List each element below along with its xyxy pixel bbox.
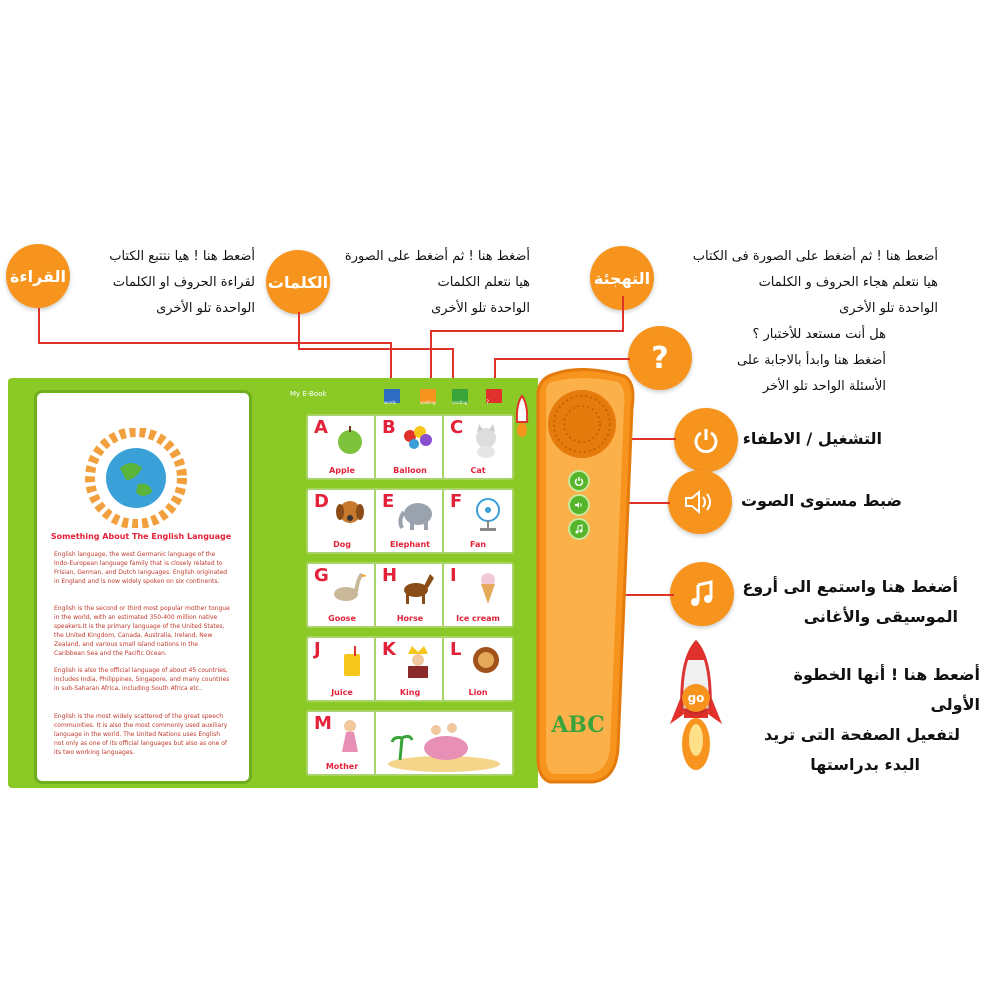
about-paragraph: English is the most widely scattered of the great speech communities. It is also the most commonly used auxiliary language in the world. The United Nations uses English not only as one of its official languages but also as one of its two working languages. xyxy=(54,713,228,756)
king-icon xyxy=(396,644,436,680)
words-description xyxy=(320,244,530,322)
juice-icon xyxy=(328,644,368,680)
music-icon xyxy=(670,562,734,626)
words-desc-line: الواحدة تلو الأخرى xyxy=(431,301,530,316)
music-label-line: أضغط هنا واستمع الى أروع xyxy=(742,577,958,596)
spelling-label: التهجئة xyxy=(590,246,654,310)
fan-icon xyxy=(464,496,504,532)
about-paragraph: English language, the west Germanic language of the Indo-European language family that is closely related to Frisian, German, and Dutch languages. English originated in England and is now widely spoken on six continents. xyxy=(54,551,228,585)
music-button[interactable] xyxy=(568,518,590,540)
about-paragraph: English is the second or third most popular mother tongue in the world, with an estimated 350-400 million native speakers.It is the primary language of the United States, the United Kingdom, Canada, Australia, Ireland, New Zealand, and various small island nations in the Caribbean Sea and the Pacific Ocean. xyxy=(54,605,230,657)
tab-spelling[interactable] xyxy=(420,389,436,403)
card-letter: H xyxy=(382,565,398,586)
quiz-desc-line: أضغط هنا وابدأ بالاجابة على xyxy=(737,353,886,368)
card-king[interactable] xyxy=(374,636,446,702)
quiz-description xyxy=(700,322,886,400)
music-button-icon xyxy=(574,524,584,534)
card-cat[interactable] xyxy=(442,414,514,480)
volume-button-icon xyxy=(574,500,584,510)
words-desc-line: أضغط هنا ! ثم أضغط على الصورة xyxy=(344,249,530,264)
card-letter: K xyxy=(382,639,396,660)
tab-quiz[interactable] xyxy=(486,389,502,406)
card-letter: E xyxy=(382,491,395,512)
card-letter: B xyxy=(382,417,396,438)
tab-words-label: words xyxy=(384,400,396,405)
card-letter: I xyxy=(450,565,457,586)
card-horse[interactable] xyxy=(374,562,446,628)
card-juice[interactable] xyxy=(306,636,378,702)
card-word: Dog xyxy=(333,540,351,549)
volume-icon xyxy=(668,470,732,534)
tab-quiz-label: ? xyxy=(486,399,490,406)
card-balloon[interactable] xyxy=(374,414,446,480)
abc-logo: ABC xyxy=(551,712,605,738)
lion-icon xyxy=(464,644,504,680)
reading-desc-line: لقراءة الحروف او الكلمات xyxy=(112,275,255,290)
spelling-desc-line: الواحدة تلو الأخرى xyxy=(839,301,938,316)
elephant-scene-image xyxy=(386,716,502,772)
card-word: Lion xyxy=(468,688,488,697)
card-word: Balloon xyxy=(393,466,427,475)
music-label-line: الموسيقى والأغانى xyxy=(803,607,958,626)
card-word: Ice cream xyxy=(456,614,500,623)
card-apple[interactable] xyxy=(306,414,378,480)
card-letter: C xyxy=(450,417,464,438)
power-icon xyxy=(674,408,738,472)
elephant-icon xyxy=(396,496,436,532)
card-letter: J xyxy=(314,639,321,660)
words-label: الكلمات xyxy=(266,250,330,314)
power-button[interactable] xyxy=(568,470,590,492)
power-button-icon xyxy=(574,476,584,486)
tab-spelling-label: spelling xyxy=(420,400,436,405)
power-label: التشغيل / الاطفاء xyxy=(742,429,882,448)
quiz-desc-line: الأسئلة الواحد تلو الأخر xyxy=(762,379,886,394)
mother-icon xyxy=(328,718,368,754)
card-word: Apple xyxy=(329,466,355,475)
go-desc-line: لتفعيل الصفحة التى تريد xyxy=(763,725,960,744)
about-paragraph: English is also the official language of about 45 countries, includes India, Philippines, Singapore, and many countries in sub-Saharan Africa, including South Africa etc.. xyxy=(54,667,230,692)
go-desc-line: أضعط هنا ! أنها الخطوة الأولى xyxy=(793,665,980,714)
spelling-description xyxy=(650,244,938,322)
goose-icon xyxy=(328,570,368,606)
card-word: Mother xyxy=(325,762,359,771)
question-icon: ? xyxy=(628,326,692,390)
music-label xyxy=(738,572,958,632)
volume-button[interactable] xyxy=(568,494,590,516)
quiz-desc-line: هل أنت مستعد للأختبار ؟ xyxy=(752,327,886,342)
volume-label: ضبط مستوى الصوت xyxy=(740,491,902,510)
go-desc-line: البدء بدراستها xyxy=(810,755,920,774)
card-word: Elephant xyxy=(390,540,430,549)
card-fan[interactable] xyxy=(442,488,514,554)
card-word: Horse xyxy=(396,614,424,623)
tab-words[interactable] xyxy=(384,389,400,403)
horse-icon xyxy=(396,570,436,606)
tab-reading[interactable] xyxy=(452,389,468,403)
card-word: Fan xyxy=(469,540,487,549)
small-rocket-icon[interactable] xyxy=(512,394,532,438)
about-title: Something About The English Language xyxy=(50,532,232,541)
reading-desc-line: أضعط هنا ! هيا نتتبع الكتاب xyxy=(109,249,255,264)
reading-label: القراءة xyxy=(6,244,70,308)
cat-icon xyxy=(464,422,504,458)
card-letter: F xyxy=(450,491,463,512)
card-letter: M xyxy=(314,713,332,734)
card-letter: G xyxy=(314,565,329,586)
card-mother[interactable] xyxy=(306,710,378,776)
card-word: Cat xyxy=(470,466,486,475)
card-dog[interactable] xyxy=(306,488,378,554)
balloon-icon xyxy=(396,422,436,458)
reading-desc-line: الواحدة تلو الأخرى xyxy=(156,301,255,316)
dog-icon xyxy=(328,496,368,532)
ebook-title: My E-Book xyxy=(290,390,327,398)
speaker-grille xyxy=(548,390,616,458)
spelling-desc-line: أضعط هنا ! ثم أضغط على الصورة فى الكتاب xyxy=(692,249,938,264)
apple-icon xyxy=(328,422,368,458)
card-scene[interactable] xyxy=(374,710,514,776)
reading-description xyxy=(60,244,255,322)
card-word: Juice xyxy=(331,688,353,697)
go-description xyxy=(740,660,980,780)
globe-children-image xyxy=(76,428,196,528)
card-lion[interactable] xyxy=(442,636,514,702)
card-ice-cream[interactable] xyxy=(442,562,514,628)
card-word: Goose xyxy=(328,614,356,623)
card-elephant[interactable] xyxy=(374,488,446,554)
card-letter: D xyxy=(314,491,329,512)
tab-reading-label: reading xyxy=(452,400,468,405)
words-desc-line: هيا نتعلم الكلمات xyxy=(437,275,530,290)
ice-cream-icon xyxy=(464,570,504,606)
spelling-desc-line: هيا نتعلم هجاء الحروف و الكلمات xyxy=(758,275,938,290)
card-goose[interactable] xyxy=(306,562,378,628)
card-letter: L xyxy=(450,639,462,660)
card-word: King xyxy=(399,688,421,697)
go-badge: go xyxy=(682,684,710,712)
card-letter: A xyxy=(314,417,328,438)
